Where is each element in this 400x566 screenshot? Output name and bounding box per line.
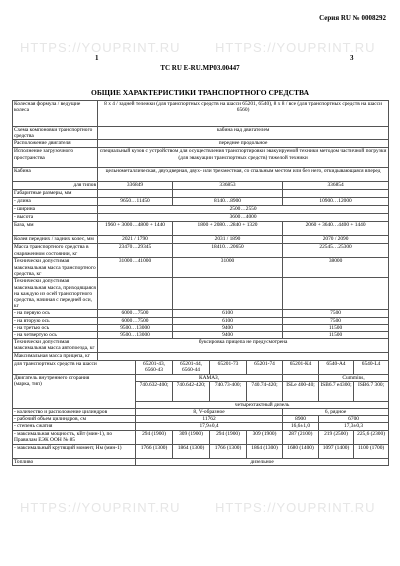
- row-value: переднее продольное: [98, 140, 389, 148]
- value-cell: 1680 (1400): [283, 444, 319, 458]
- value-cell: 2021 / 1790: [98, 236, 173, 244]
- row-label: Технически допустимая максимальная масса транспортного средства, кг: [14, 258, 96, 277]
- value-cell: 6100: [173, 317, 283, 324]
- page-number-right: 3: [350, 54, 354, 62]
- watermark: HTTPS://YOUPRINT.RU: [215, 500, 376, 515]
- row-label: Колея передних / задних колес, мм: [13, 236, 98, 244]
- chassis-cell: 65201-44, 6560-44: [173, 361, 210, 374]
- value-cell: буксировка прицепа не предусмотрена: [98, 339, 389, 353]
- row-value: цельнометаллическая, двухдверная, двух- или трехместная, со спальным местом или без него, откидывающаяся вперед: [98, 168, 389, 182]
- type-cell: 336849: [98, 182, 173, 190]
- value-cell: 219 (2500): [319, 430, 354, 444]
- value-cell: 2060 + 3640…4400 + 1440: [283, 222, 389, 236]
- watermark: HTTPS://YOUPRINT.RU: [20, 40, 181, 55]
- row-label: - длина: [13, 198, 98, 206]
- row-label: - максимальный крутящий момент, Нм (мин-1): [13, 444, 136, 458]
- value-cell: 1100 (1700): [354, 444, 389, 458]
- characteristics-table: [12, 100, 389, 466]
- row-value: 8 х 4 / задней тележки (для транспортных средств на шасси 65201, 6540), 8 х 8 / все (для транспортных средств на шасси 6560): [98, 101, 389, 127]
- value-cell: 2500…2550: [98, 206, 389, 214]
- value-cell: 287 (2100): [283, 430, 319, 444]
- value-cell: 2070 / 2090: [283, 236, 389, 244]
- value-cell: 10900…12000: [283, 198, 389, 206]
- watermark: HTTPS://YOUPRINT.RU: [215, 40, 376, 55]
- value-cell: 1864 (1300): [247, 444, 283, 458]
- value-cell: 11500: [283, 332, 389, 339]
- value-cell: 309 (1900): [247, 430, 283, 444]
- row-value: специальный кузов с устройством для осуществления транспортировки эвакуируемой техники методом частичной погрузки (для эвакуации транспортных средств) тяжелой техники: [98, 148, 389, 168]
- row-label: - количество и расположение цилиндров: [13, 409, 136, 416]
- row-label: - на вторую ось: [13, 317, 98, 324]
- row-label: - на первую ось: [13, 310, 98, 317]
- row-label: Габаритные размеры, мм: [13, 190, 98, 198]
- type-cell: 336853: [173, 182, 283, 190]
- row-label: - высота: [13, 214, 98, 222]
- value-cell: 309 (1900): [173, 430, 210, 444]
- value-cell: 1097 (1400): [319, 444, 354, 458]
- model-cell: ISLe 400-40;: [283, 381, 319, 401]
- value-cell: 9400: [173, 332, 283, 339]
- value-cell: 1800 + 2080…2840 + 1320: [173, 222, 283, 236]
- row-label: Технически допустимая максимальная масса, приходящаяся на каждую из осей транспортного средства, начиная с передней оси, кг: [14, 278, 96, 310]
- value-cell: 1766 (1300): [136, 444, 173, 458]
- value-cell: 22545…25300: [283, 244, 389, 258]
- row-label: Расположение двигателя: [13, 140, 98, 148]
- value-cell: 8, V-образное: [136, 409, 283, 416]
- document-title: ОБЩИЕ ХАРАКТЕРИСТИКИ ТРАНСПОРТНОГО СРЕДСТВА: [91, 88, 309, 97]
- row-label: - на четвертую ось: [13, 332, 98, 339]
- value-cell: 9500…13000: [98, 324, 173, 331]
- serial-number: Серия RU № 0008292: [319, 14, 386, 22]
- chassis-cell: 65201-43, 6560-43: [136, 361, 173, 374]
- value-cell: 31000…41000: [98, 258, 173, 278]
- row-label: Кабина: [13, 168, 98, 182]
- model-cell: 740.74-420;: [247, 381, 283, 401]
- make-cell: КАМАЗ,: [136, 374, 283, 381]
- row-label: - рабочий объем цилиндров, см: [13, 416, 136, 423]
- value-cell: 11500: [283, 324, 389, 331]
- engine-label: Двигатель внутреннего сгорания: [14, 374, 90, 381]
- value-cell: 7500: [283, 317, 389, 324]
- row-label: для типов: [13, 182, 98, 190]
- row-label: Колесная формула / ведущие колеса: [13, 101, 98, 127]
- value-cell: 6700: [319, 416, 389, 423]
- value-cell: 7500: [283, 310, 389, 317]
- value-cell: 3600…4000: [98, 214, 389, 222]
- value-cell: дизельное: [136, 458, 389, 465]
- value-cell: 17,3±0,3: [319, 423, 389, 430]
- value-cell: 6000…7500: [98, 317, 173, 324]
- row-label: Масса транспортного средства в снаряженном состоянии, кг: [13, 244, 98, 258]
- value-cell: 17,9±0,4: [136, 423, 283, 430]
- row-label: - на третью ось: [13, 324, 98, 331]
- model-cell: 740.642-420;: [173, 381, 210, 401]
- value-cell: 1864 (1300): [173, 444, 210, 458]
- row-label: - степень сжатия: [13, 423, 136, 430]
- value-cell: 6000…7500: [98, 310, 173, 317]
- row-label: Технически допустимая максимальная масса автопоезда, кг: [13, 339, 98, 353]
- value-cell: 31000: [173, 258, 283, 278]
- value-cell: 9650…11450: [98, 198, 173, 206]
- value-cell: 294 (1900): [210, 430, 247, 444]
- row-value: кабина над двигателем: [98, 127, 389, 140]
- value-cell: 9400: [173, 324, 283, 331]
- watermark: HTTPS://YOUPRINT.RU: [20, 500, 181, 515]
- row-label: Исполнение загрузочного пространства: [13, 148, 98, 168]
- chassis-cell: 6540-L4: [354, 361, 389, 374]
- row-label: Схема компоновки транспортного средства: [13, 127, 98, 140]
- value-cell: 8140…8900: [173, 198, 283, 206]
- value-cell: 23470…29345: [98, 244, 173, 258]
- value-cell: 38000: [283, 258, 389, 278]
- value-cell: 2031 / 1890: [173, 236, 283, 244]
- row-label: Максимальная масса прицепа, кг: [13, 353, 98, 361]
- row-label: - максимальная мощность, кВт (мин-1), по Правилам ЕЭК ООН № 85: [13, 430, 136, 444]
- value-cell: 16,6±1,0: [283, 423, 319, 430]
- fuel-type: четырехтактный дизель: [136, 401, 389, 408]
- row-label: - ширина: [13, 206, 98, 214]
- row-label: для транспортных средств на шасси: [13, 361, 136, 374]
- model-cell: ISB6.7 e4300;: [319, 381, 354, 401]
- model-cell: 740.73-400;: [210, 381, 247, 401]
- make-label: (марка, тип): [14, 380, 42, 387]
- page-number-left: 1: [95, 54, 99, 62]
- value-cell: 6100: [173, 310, 283, 317]
- chassis-cell: 6540-А4: [319, 361, 354, 374]
- chassis-cell: 65201-74: [247, 361, 283, 374]
- certificate-number: ТС RU E-RU.МР03.00447: [160, 64, 240, 72]
- value-cell: 1766 (1300): [210, 444, 247, 458]
- value-cell: 8900: [283, 416, 319, 423]
- value-cell: 18410…20650: [173, 244, 283, 258]
- model-cell: ISB6.7 300;: [354, 381, 389, 401]
- chassis-cell: 65201-К4: [283, 361, 319, 374]
- type-cell: 336854: [283, 182, 389, 190]
- value-cell: 6, рядное: [283, 409, 389, 416]
- row-label: База, мм: [13, 222, 98, 236]
- value-cell: 9500…13000: [98, 332, 173, 339]
- chassis-cell: 65201-73: [210, 361, 247, 374]
- value-cell: 225,6 (2300): [354, 430, 389, 444]
- value-cell: 1960 + 3000…4800 + 1440: [98, 222, 173, 236]
- value-cell: 294 (1900): [136, 430, 173, 444]
- row-label: Топливо: [13, 458, 136, 465]
- model-cell: 740.632-400;: [136, 381, 173, 401]
- make-cell: Cummins,: [319, 374, 389, 381]
- value-cell: 11762: [136, 416, 283, 423]
